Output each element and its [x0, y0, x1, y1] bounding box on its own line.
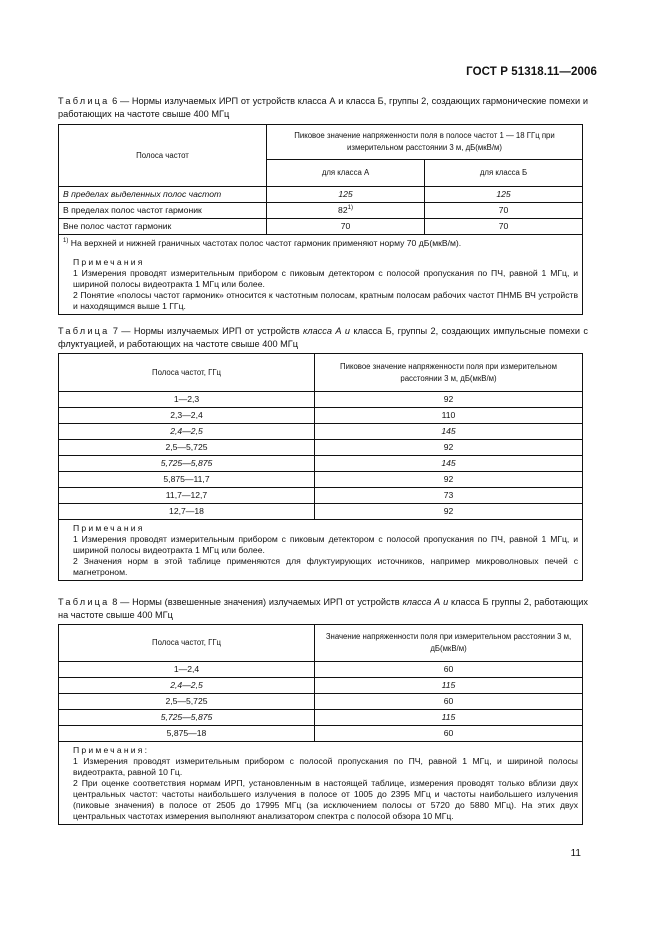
band-cell: 5,725—5,875: [59, 456, 315, 472]
table8: [58, 624, 583, 825]
note-item: 1 Измерения проводят измерительным прибором с пиковым детектором с полосой пропускания по ПЧ, равной 1 МГц, и шириной полосы видеотракта 1 МГц или более.: [73, 534, 578, 555]
band-cell: 1—2,4: [59, 662, 315, 678]
band-cell: 5,875—18: [59, 726, 315, 742]
table-row: [59, 662, 583, 678]
table6-footnote: [63, 238, 578, 249]
table6-caption-label: Таблица: [58, 96, 110, 106]
value-cell: 92: [315, 392, 583, 408]
band-cell: В пределах полос частот гармоник: [59, 203, 267, 219]
table8-caption: [58, 596, 588, 621]
value-cell: 70: [425, 203, 583, 219]
table7-col1-header: Полоса частот, ГГц: [59, 354, 315, 392]
table7-col2-header: Пиковое значение напряженности поля при измерительном расстоянии 3 м, дБ(мкВ/м): [315, 354, 583, 392]
value-cell: 125: [267, 187, 425, 203]
note-item: 1 Измерения проводят измерительным прибором с полосой пропускания по ПЧ, равной 1 МГц, и шириной полосы видеотракта, равной 10 Гц.: [73, 756, 578, 777]
table8-caption-label: Таблица: [58, 597, 110, 607]
note-item: 2 Понятие «полосы частот гармоник» относится к частотным полосам, кратным полосам рабочих частот ПНМБ ВЧ устройств и находящимся выше 1 ГГц.: [73, 290, 579, 311]
table6-caption: [58, 95, 588, 120]
note-item: 2 При оценке соответствия нормам ИРП, установленным в настоящей таблице, измерения проводят только вблизи двух центральных частот: частоты наибольшего излучения в полосе от 1005 до 2395 МГц и частоты наибольшего излучения (пиковые значения) в полосе от 2505 до 17995 МГц (за исключением полосы от 5720 до 5880 МГц). На этих двух центральных частотах измерения выполняют анализатором спектра с полосой обзора 10 МГц.: [73, 778, 578, 821]
table6-col2-header: Пиковое значение напряженности поля в полосе частот 1 — 18 ГГц при измерительном расстоянии 3 м, дБ(мкВ/м): [267, 125, 583, 160]
table6-subheader-a: для класса А: [267, 160, 425, 187]
table7-caption-post: класса Б, группы 2, создающих импульсные помехи с флуктуацией, и работающих на частоте свыше 400 МГц: [58, 326, 588, 349]
band-cell: Вне полос частот гармоник: [59, 219, 267, 235]
table6-col1-header: Полоса частот: [59, 125, 267, 187]
value-text: 82: [338, 205, 348, 215]
band-cell: 12,7—18: [59, 504, 315, 520]
table7-caption-italic: класса А и: [303, 326, 350, 336]
table8-col1-header: Полоса частот, ГГц: [59, 625, 315, 662]
band-cell: 11,7—12,7: [59, 488, 315, 504]
value-cell: 92: [315, 440, 583, 456]
table-row: [59, 472, 583, 488]
value-cell: 125: [425, 187, 583, 203]
value-cell: 145: [315, 424, 583, 440]
table-row: [59, 392, 583, 408]
notes-title: Примечания: [73, 523, 145, 533]
footnote-mark: 1): [63, 238, 69, 245]
table-row: [59, 710, 583, 726]
value-cell: [267, 203, 425, 219]
value-cell: 73: [315, 488, 583, 504]
value-cell: 92: [315, 504, 583, 520]
band-cell: 2,5—5,725: [59, 440, 315, 456]
value-cell: 115: [315, 678, 583, 694]
table-row: [59, 678, 583, 694]
band-cell: 2,5—5,725: [59, 694, 315, 710]
note-item: 2 Значения норм в этой таблице применяются для флуктуирующих источников, например микроволновых печей с магнетроном.: [73, 556, 578, 577]
table8-notes: [59, 742, 583, 825]
table-row: [59, 187, 583, 203]
table7-caption-label: Таблица: [58, 326, 110, 336]
band-cell: 5,875—11,7: [59, 472, 315, 488]
notes-title: Примечания:: [73, 745, 150, 755]
table8-caption-post: класса Б группы 2, работающих на частоте свыше 400 МГц: [58, 597, 588, 620]
footnote-ref: 1): [347, 205, 353, 212]
footnote-text: На верхней и нижней граничных частотах полос частот гармоник применяют норму 70 дБ(мкВ/м).: [68, 238, 462, 248]
table7-caption-pre: 7 — Нормы излучаемых ИРП от устройств: [109, 326, 304, 336]
band-cell: 2,4—2,5: [59, 424, 315, 440]
standard-number: ГОСТ Р 51318.11—2006: [466, 66, 597, 78]
table-row: [59, 694, 583, 710]
value-cell: 70: [267, 219, 425, 235]
band-cell: 5,725—5,875: [59, 710, 315, 726]
table6-caption-text: 6 — Нормы излучаемых ИРП от устройств класса А и класса Б, группы 2, создающих гармонические помехи и работающих на частоте свыше 400 МГц: [58, 96, 588, 119]
table8-caption-italic: класса А и: [402, 597, 449, 607]
note-item: 1 Измерения проводят измерительным прибором с пиковым детектором с полосой пропускания по ПЧ, равной 1 МГц, и шириной полосы видеотракта 1 МГц или более.: [73, 268, 579, 289]
page-number: 11: [570, 848, 581, 859]
table8-caption-pre: 8 — Нормы (взвешенные значения) излучаемых ИРП от устройств: [109, 597, 403, 607]
table-row: [59, 504, 583, 520]
table-row: [59, 424, 583, 440]
table-row: [59, 440, 583, 456]
table-row: [59, 219, 583, 235]
value-cell: 92: [315, 472, 583, 488]
table6-subheader-b: для класса Б: [425, 160, 583, 187]
table-row: [59, 456, 583, 472]
table-row: [59, 203, 583, 219]
table8-col2-header: Значение напряженности поля при измерительном расстоянии 3 м, дБ(мкВ/м): [315, 625, 583, 662]
band-cell: 1—2,3: [59, 392, 315, 408]
table-row: [59, 408, 583, 424]
value-cell: 60: [315, 662, 583, 678]
value-cell: 145: [315, 456, 583, 472]
table7-notes: [59, 520, 583, 581]
table7: [58, 353, 583, 581]
table6-notes: [59, 235, 583, 315]
value-cell: 110: [315, 408, 583, 424]
table-row: [59, 726, 583, 742]
notes-title: Примечания: [73, 257, 145, 267]
table6: [58, 124, 583, 315]
value-cell: 70: [425, 219, 583, 235]
table-row: [59, 488, 583, 504]
band-cell: 2,4—2,5: [59, 678, 315, 694]
value-cell: 60: [315, 694, 583, 710]
table7-caption: [58, 325, 588, 350]
value-cell: 115: [315, 710, 583, 726]
band-cell: 2,3—2,4: [59, 408, 315, 424]
band-cell: В пределах выделенных полос частот: [59, 187, 267, 203]
value-cell: 60: [315, 726, 583, 742]
